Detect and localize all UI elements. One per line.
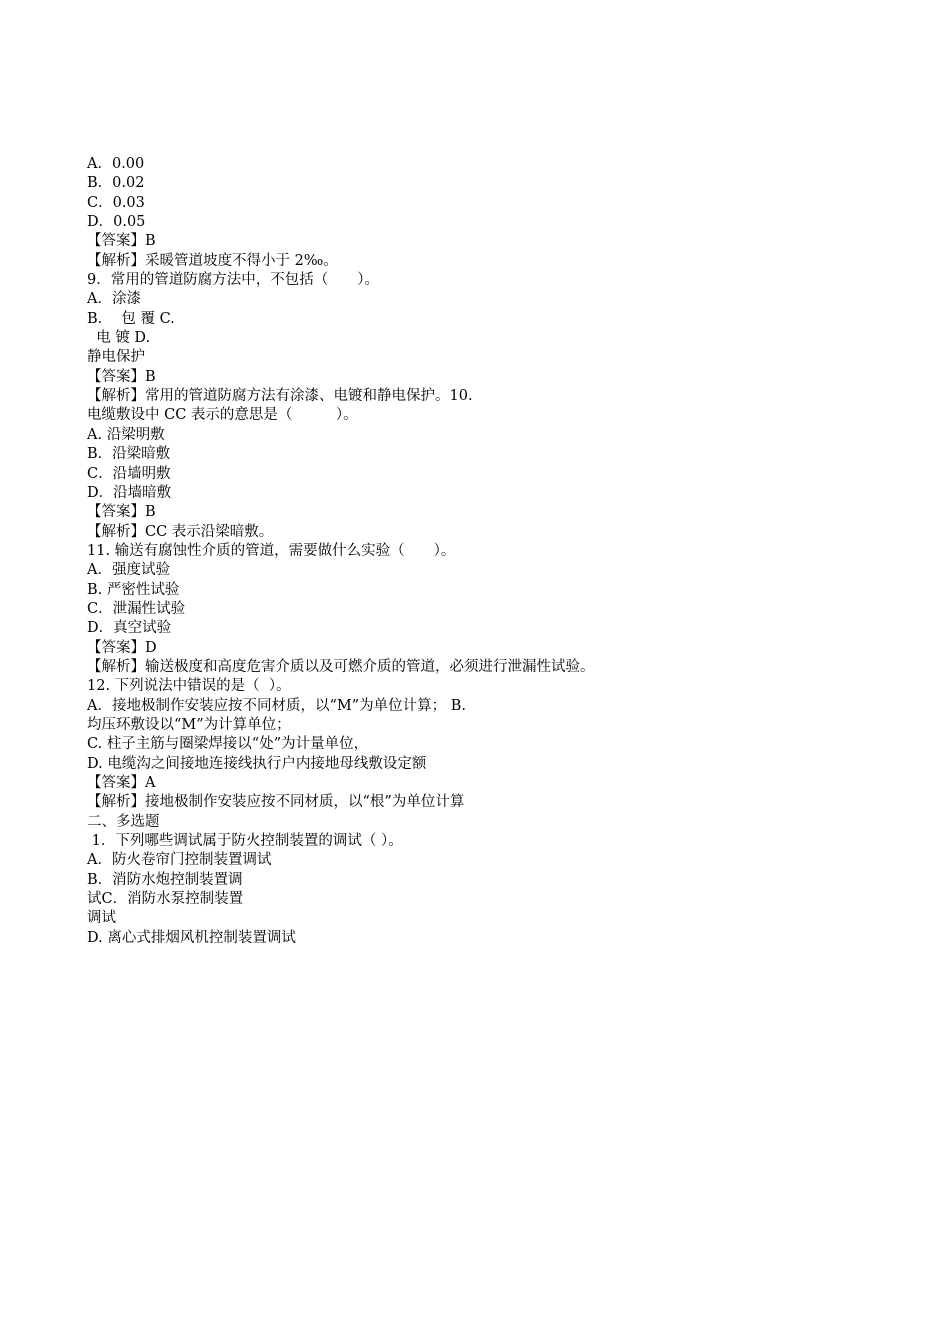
option-line: A. 沿梁明敷 [87, 426, 165, 443]
option-line: C．沿墙明敷 [87, 465, 171, 482]
analysis-line: 【解析】接地极制作安装应按不同材质，以“根”为单位计算 [87, 794, 465, 811]
option-line: D. 离心式排烟风机控制装置调试 [87, 929, 296, 946]
option-line: 电 镀 D. [87, 330, 151, 347]
option-line: B. 严密性试验 [87, 581, 180, 598]
option-line: D．沿墙暗敷 [87, 484, 172, 501]
option-line: B．0.02 [87, 175, 145, 192]
option-line: A．接地极制作安装应按不同材质，以“M”为单位计算； B. [87, 697, 467, 714]
option-line: A．涂漆 [87, 291, 141, 308]
option-line: B．消防水炮控制装置调 [87, 871, 243, 888]
option-line: A．强度试验 [87, 562, 170, 579]
question-line: 11. 输送有腐蚀性介质的管道，需要做什么实验（ ）。 [87, 542, 456, 559]
option-line: D. 电缆沟之间接地连接线执行户内接地母线敷设定额 [87, 755, 427, 772]
option-line: A．0.00 [87, 156, 145, 172]
option-line: B．沿梁暗敷 [87, 446, 171, 463]
answer-line: 【答案】A [87, 775, 156, 791]
analysis-line: 【解析】输送极度和高度危害介质以及可燃介质的管道，必须进行泄漏性试验。 [87, 658, 595, 675]
option-line: B． 包 覆 C. [87, 310, 175, 327]
answer-line: 【答案】D [87, 639, 157, 656]
option-line: 调试 [87, 910, 116, 927]
option-line: 静电保护 [87, 349, 145, 366]
analysis-line: 【解析】常用的管道防腐方法有涂漆、电镀和静电保护。10. [87, 388, 473, 405]
option-line: A．防火卷帘门控制装置调试 [87, 852, 272, 869]
question-line: 电缆敷设中 CC 表示的意思是（ ）。 [87, 407, 358, 424]
question-line: 12. 下列说法中错误的是（ ）。 [87, 678, 291, 695]
option-line: C. 柱子主筋与圈梁焊接以“处”为计量单位， [87, 736, 369, 753]
option-line: D．真空试验 [87, 620, 172, 637]
analysis-line: 【解析】CC 表示沿梁暗敷。 [87, 523, 274, 540]
answer-line: 【答案】B [87, 233, 156, 250]
answer-line: 【答案】B [87, 504, 156, 521]
question-line: 9．常用的管道防腐方法中，不包括（ ）。 [87, 272, 379, 289]
document-body [87, 155, 887, 948]
option-line: 试C．消防水泵控制装置 [87, 891, 244, 908]
section-heading: 二、多选题 [87, 813, 160, 830]
option-line: 均压环敷设以“M”为计算单位； [87, 716, 291, 733]
question-line: 1．下列哪些调试属于防火控制装置的调试（ ）。 [87, 833, 403, 850]
answer-line: 【答案】B [87, 368, 156, 385]
analysis-line: 【解析】采暖管道坡度不得小于 2‰。 [87, 252, 338, 269]
option-line: D．0.05 [87, 214, 146, 231]
option-line: C．泄漏性试验 [87, 600, 186, 617]
option-line: C．0.03 [87, 194, 145, 211]
